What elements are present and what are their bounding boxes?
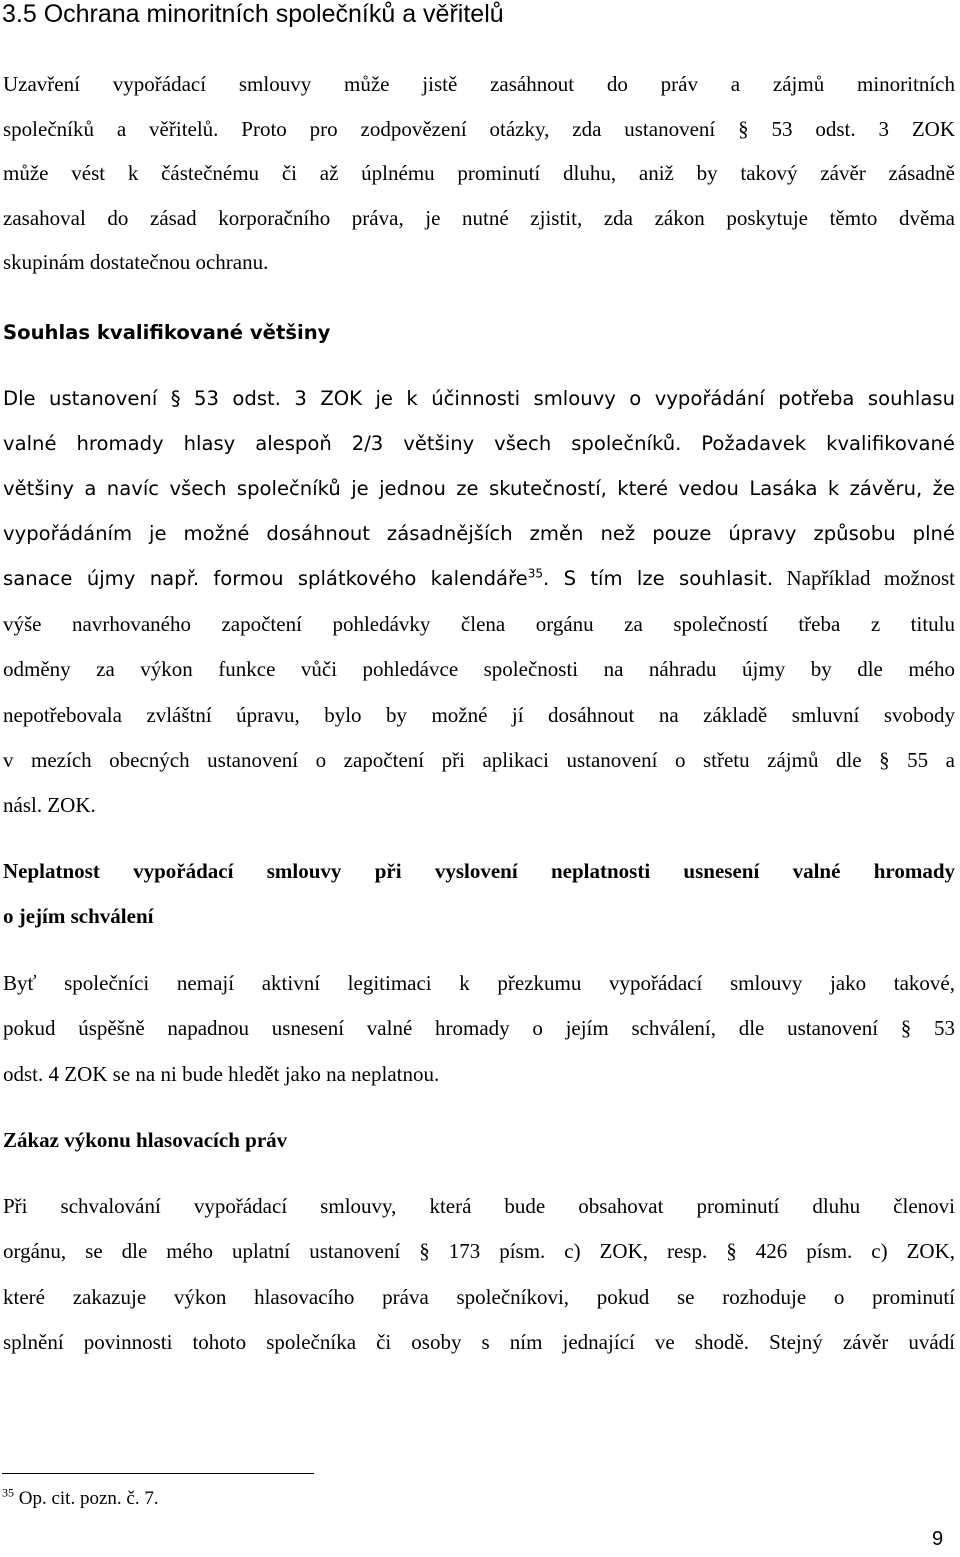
footnote-number: 35	[2, 1485, 14, 1500]
text-line: násl. ZOK.	[3, 793, 96, 818]
footnote-reference: 35	[527, 566, 543, 581]
text-line: Při schvalování vypořádací smlouvy, která bude obsahovat prominutí dluhu členovi	[3, 1194, 955, 1218]
subsection-heading-voting-ban	[3, 1119, 955, 1161]
subsection-heading: Neplatnost vypořádací smlouvy při vyslovení neplatnosti usnesení valné hromady	[3, 859, 955, 883]
voting-ban-paragraph	[3, 1184, 955, 1365]
text-line: v mezích obecných ustanovení o započtení při aplikaci ustanovení o střetu zájmů dle § 55 a	[3, 747, 955, 772]
text-line: orgánu, se dle mého uplatní ustanovení § 173 písm. c) ZOK, resp. § 426 písm. c) ZOK,	[3, 1239, 955, 1264]
text-line: Dle ustanovení § 53 odst. 3 ZOK je k účinnosti smlouvy o vypořádání potřeba souhlasu	[3, 387, 955, 410]
text-line: splnění povinnosti tohoto společníka či osoby s ním jednající ve shodě. Stejný závěr uvádí	[3, 1329, 955, 1354]
text-segment: Například možnost	[773, 566, 955, 590]
text-line: Uzavření vypořádací smlouvy může jistě zasáhnout do práv a zájmů minoritních	[3, 72, 955, 96]
text-line: odměny za výkon funkce vůči pohledávce společnosti na náhradu újmy by dle mého	[3, 657, 955, 682]
footnote	[2, 1486, 159, 1512]
section-title: 3.5 Ochrana minoritních společníků a věřitelů	[2, 0, 504, 28]
text-line: většiny a navíc všech společníků je jednou ze skutečností, které vedou Lasáka k závěru, že	[3, 477, 955, 500]
text-line: nepotřebovala zvláštní úpravu, bylo by možné jí dosáhnout na základě smluvní svobody	[3, 702, 955, 727]
text-segment: . S tím lze souhlasit.	[543, 567, 774, 590]
text-line: valné hromady hlasy alespoň 2/3 většiny všech společníků. Požadavek kvalifikované	[3, 432, 955, 455]
text-line-with-footnote	[3, 556, 955, 601]
text-line: pokud úspěšně napadnou usnesení valné hromady o jejím schválení, dle ustanovení § 53	[3, 1016, 955, 1041]
qualified-majority-paragraph	[3, 376, 955, 601]
subsection-heading-qualified-majority	[3, 313, 955, 353]
text-segment: sanace újmy např. formou splátkového kalendáře	[3, 567, 528, 590]
page-number: 9	[932, 1528, 944, 1550]
text-line: které zakazuje výkon hlasovacího práva společníkovi, pokud se rozhoduje o prominutí	[3, 1284, 955, 1309]
subsection-heading: o jejím schválení	[3, 904, 154, 929]
text-line: Byť společníci nemají aktivní legitimaci k přezkumu vypořádací smlouvy jako takové,	[3, 971, 955, 995]
text-line: společníků a věřitelů. Proto pro zodpovězení otázky, zda ustanovení § 53 odst. 3 ZOK	[3, 116, 955, 141]
text-line: skupinám dostatečnou ochranu.	[3, 250, 269, 275]
text-line: může vést k částečnému či až úplnému prominutí dluhu, aniž by takový závěr zásadně	[3, 161, 955, 186]
text-line: zasahoval do zásad korporačního práva, je nutné zjistit, zda zákon poskytuje těmto dvěma	[3, 205, 955, 230]
footnote-divider	[2, 1473, 314, 1474]
intro-paragraph	[3, 62, 955, 285]
invalidity-paragraph	[3, 961, 955, 1097]
qualified-majority-paragraph-continued	[3, 602, 955, 828]
text-line: odst. 4 ZOK se na ni bude hledět jako na neplatnou.	[3, 1061, 440, 1086]
subsection-heading-invalidity	[3, 849, 955, 940]
text-line: vypořádáním je možné dosáhnout zásadnějších změn než pouze úpravy způsobu plné	[3, 522, 955, 545]
text-line: výše navrhovaného započtení pohledávky člena orgánu za společností třeba z titulu	[3, 612, 955, 636]
footnote-text: Op. cit. pozn. č. 7.	[14, 1488, 159, 1509]
subsection-heading: Zákaz výkonu hlasovacích práv	[3, 1128, 288, 1152]
subsection-heading: Souhlas kvalifikované většiny	[3, 321, 331, 344]
